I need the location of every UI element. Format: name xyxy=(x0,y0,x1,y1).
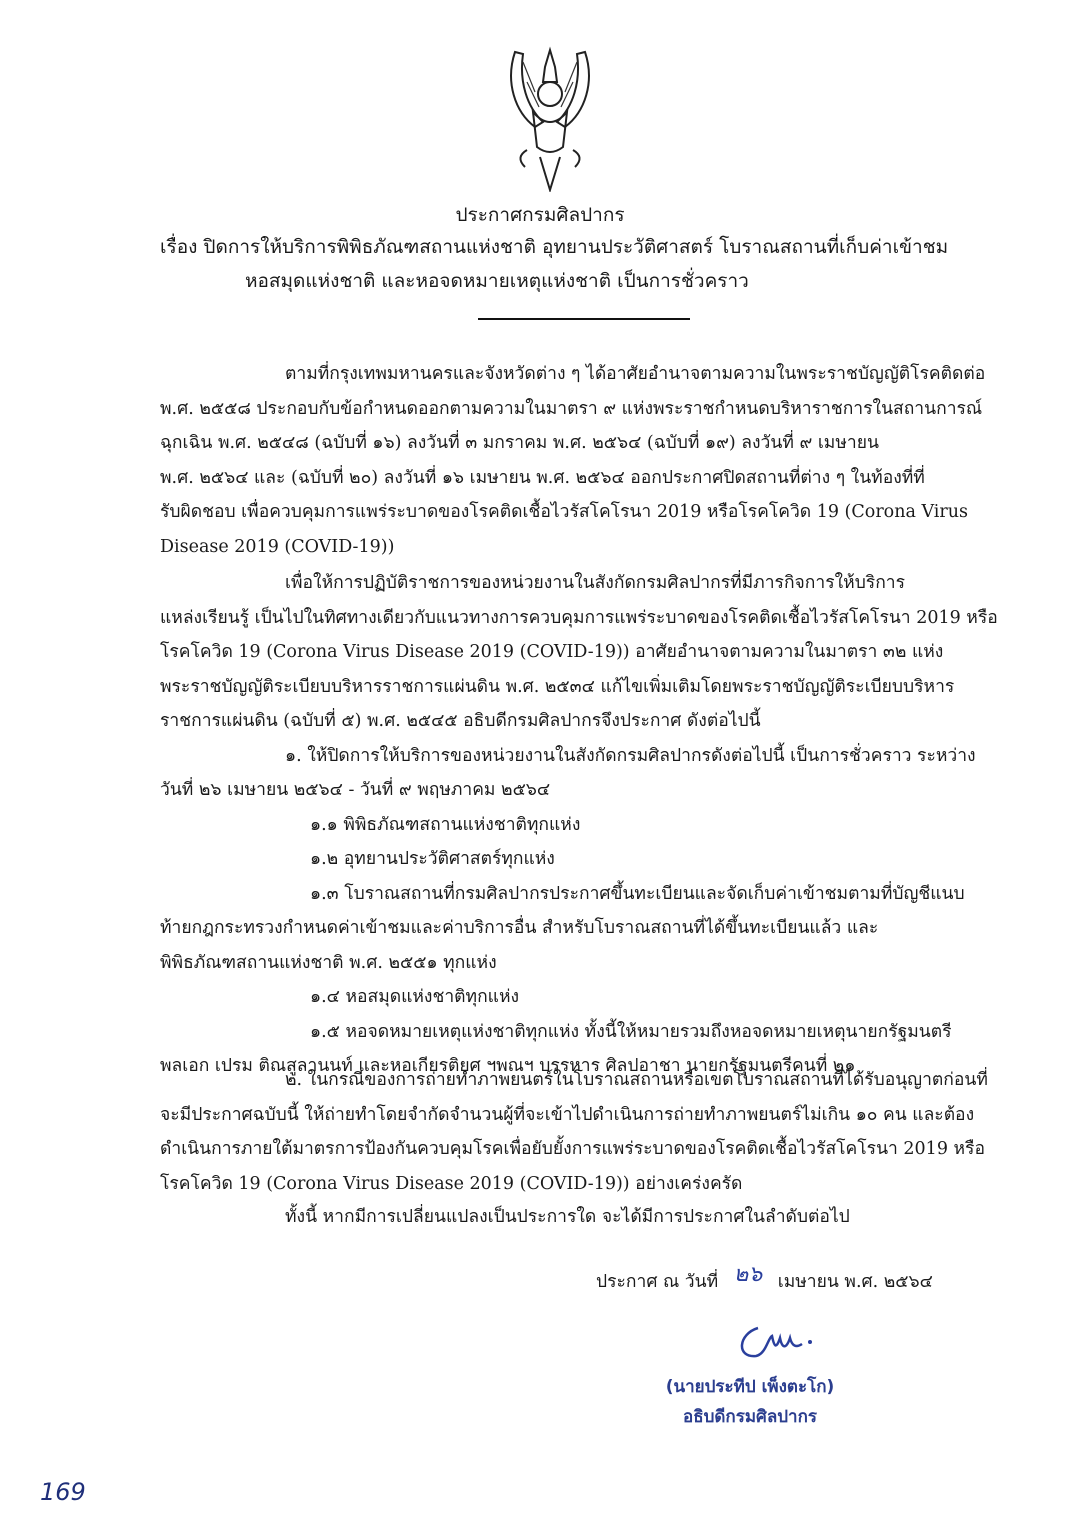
date-prefix: ประกาศ ณ วันที่ xyxy=(596,1272,719,1292)
text-line: ดำเนินการภายใต้มาตรการป้องกันควบคุมโรคเพื่อยับยั้งการแพร่ระบาดของโรคติดเชื้อไวรัสโคโรนา 2019 หรือ xyxy=(160,1139,985,1159)
text-line: ตามที่กรุงเทพมหานครและจังหวัดต่าง ๆ ได้อาศัยอำนาจตามความในพระราชบัญญัติโรคติดต่อ xyxy=(285,364,986,384)
subject-block xyxy=(160,230,980,298)
subject-line-2: หอสมุดแห่งชาติ และหอจดหมายเหตุแห่งชาติ เป็นการชั่วคราว xyxy=(245,270,749,292)
handwritten-day: ๒๖ xyxy=(733,1262,763,1287)
garuda-emblem-icon xyxy=(505,32,595,192)
document-title: ประกาศกรมศิลปากร xyxy=(455,204,625,226)
title-divider xyxy=(478,318,690,320)
clause-1-5: ๑.๕ หอจดหมายเหตุแห่งชาติทุกแห่ง ทั้งนี้ให้หมายรวมถึงหอจดหมายเหตุนายกรัฐมนตรี xyxy=(310,1021,952,1042)
date-suffix: เมษายน พ.ศ. ๒๕๖๔ xyxy=(777,1272,933,1292)
text-line: ฉุกเฉิน พ.ศ. ๒๕๔๘ (ฉบับที่ ๑๖) ลงวันที่ ๓ มกราคม พ.ศ. ๒๕๖๔ (ฉบับที่ ๑๙) ลงวันที่ ๙ เมษายน xyxy=(160,433,879,453)
text-line: วันที่ ๒๖ เมษายน ๒๕๖๔ - วันที่ ๙ พฤษภาคม ๒๕๖๔ xyxy=(160,780,551,800)
text-line: พ.ศ. ๒๕๖๔ และ (ฉบับที่ ๒๐) ลงวันที่ ๑๖ เมษายน พ.ศ. ๒๕๖๔ ออกประกาศปิดสถานที่ต่าง ๆ ในท้องที่ที่ xyxy=(160,467,925,488)
paragraph-closing xyxy=(160,1200,996,1235)
text-line: เพื่อให้การปฏิบัติราชการของหน่วยงานในสังกัดกรมศิลปากรที่มีภารกิจการให้บริการ xyxy=(285,573,906,593)
text-line: พลเอก เปรม ติณสูลานนท์ และหอเกียรติยศ ฯพณฯ บรรหาร ศิลปอาชา นายกรัฐมนตรีคนที่ ๒๑ xyxy=(160,1056,856,1076)
signer-title: อธิบดีกรมศิลปากร xyxy=(682,1407,818,1427)
paragraph-preamble xyxy=(160,357,996,564)
text-line: จะมีประกาศฉบับนี้ ให้ถ่ายทำโดยจำกัดจำนวนผู้ที่จะเข้าไปดำเนินการถ่ายทำภาพยนตร์ไม่เกิน ๑๐ คน และต้อง xyxy=(160,1104,975,1125)
paragraph-orders xyxy=(160,566,996,1084)
clause-1-2: ๑.๒ อุทยานประวัติศาสตร์ทุกแห่ง xyxy=(310,849,555,869)
text-line: แหล่งเรียนรู้ เป็นไปในทิศทางเดียวกับแนวทางการควบคุมการแพร่ระบาดของโรคติดเชื้อไวรัสโคโรนา 2019 หรือ xyxy=(160,607,998,628)
text-line: Disease 2019 (COVID-19)) xyxy=(160,536,395,557)
subject-line-1: เรื่อง ปิดการให้บริการพิพิธภัณฑสถานแห่งชาติ อุทยานประวัติศาสตร์ โบราณสถานที่เก็บค่าเข้าชม xyxy=(160,236,949,258)
text-line: พระราชบัญญัติระเบียบบริหารราชการแผ่นดิน พ.ศ. ๒๕๓๔ แก้ไขเพิ่มเติมโดยพระราชบัญญัติระเบียบบริหาร xyxy=(160,676,955,697)
text-line: ท้ายกฎกระทรวงกำหนดค่าเข้าชมและค่าบริการอื่น สำหรับโบราณสถานที่ได้ขึ้นทะเบียนแล้ว และ xyxy=(160,918,879,938)
signer-block xyxy=(590,1372,910,1432)
signature-icon xyxy=(728,1316,818,1366)
clause-1-1: ๑.๑ พิพิธภัณฑสถานแห่งชาติทุกแห่ง xyxy=(310,814,581,835)
text-line: พ.ศ. ๒๕๕๘ ประกอบกับข้อกำหนดออกตามความในมาตรา ๙ แห่งพระราชกำหนดบริหาราชการในสถานการณ์ xyxy=(160,398,983,419)
clause-1-4: ๑.๔ หอสมุดแห่งชาติทุกแห่ง xyxy=(310,987,520,1007)
closing-line: ทั้งนี้ หากมีการเปลี่ยนแปลงเป็นประการใด จะได้มีการประกาศในลำดับต่อไป xyxy=(285,1207,850,1227)
text-line: รับผิดชอบ เพื่อควบคุมการแพร่ระบาดของโรคติดเชื้อไวรัสโคโรนา 2019 หรือโรคโควิด 19 (Corona Virus xyxy=(160,502,969,522)
text-line: โรคโควิด 19 (Corona Virus Disease 2019 (COVID-19)) อาศัยอำนาจตามความในมาตรา ๓๒ แห่ง xyxy=(160,642,944,662)
paragraph-clause-2 xyxy=(160,1063,996,1201)
handwritten-page-number: 169 xyxy=(40,1478,86,1506)
signer-name: (นายประทีป เพ็งตะโก) xyxy=(665,1377,835,1397)
text-line: พิพิธภัณฑสถานแห่งชาติ พ.ศ. ๒๕๕๑ ทุกแห่ง xyxy=(160,952,497,973)
announcement-date xyxy=(596,1262,933,1297)
clause-1-3: ๑.๓ โบราณสถานที่กรมศิลปากรประกาศขึ้นทะเบียนและจัดเก็บค่าเข้าชมตามที่บัญชีแนบ xyxy=(310,883,965,904)
text-line: โรคโควิด 19 (Corona Virus Disease 2019 (COVID-19)) อย่างเคร่งครัด xyxy=(160,1173,743,1194)
clause-1: ๑. ให้ปิดการให้บริการของหน่วยงานในสังกัดกรมศิลปากรดังต่อไปนี้ เป็นการชั่วคราว ระหว่าง xyxy=(285,745,976,766)
clause-2: ๒. ในกรณีของการถ่ายทำภาพยนตร์ในโบราณสถานหรือเขตโบราณสถานที่ได้รับอนุญาตก่อนที่ xyxy=(285,1070,988,1090)
text-line: ราชการแผ่นดิน (ฉบับที่ ๕) พ.ศ. ๒๕๔๕ อธิบดีกรมศิลปากรจึงประกาศ ดังต่อไปนี้ xyxy=(160,711,761,731)
